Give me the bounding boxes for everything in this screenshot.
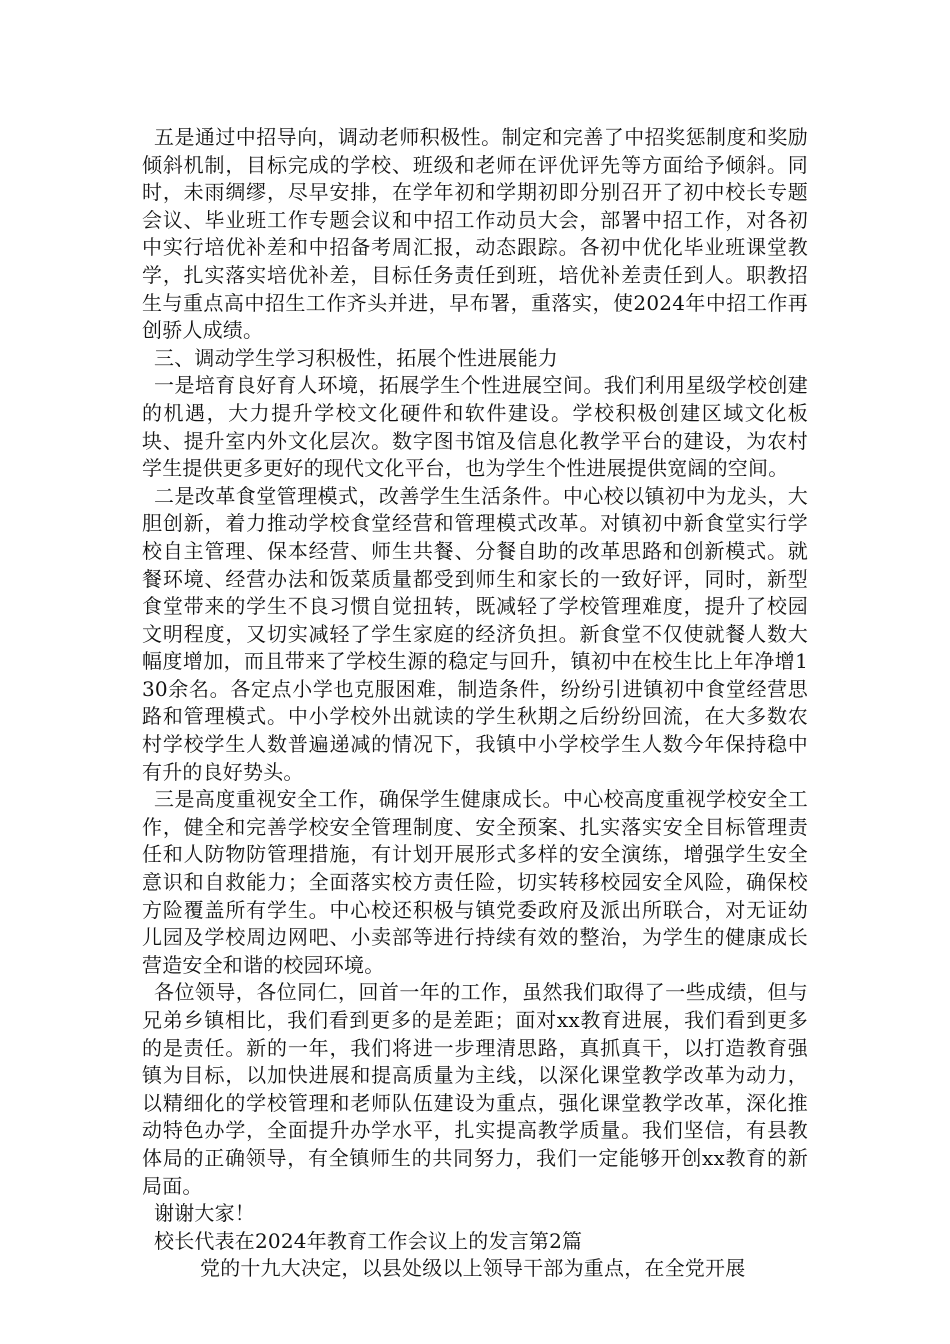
- paragraph-environment: 一是培育良好育人环境，拓展学生个性进展空间。我们利用星级学校创建的机遇，大力提升学校文化硬件和软件建设。学校积极创建区域文化板块、提升室内外文化层次。数字图书馆及信息化教学平台的建设，为农村学生提供更多更好的现代文化平台，也为学生个性进展提供宽阔的空间。: [142, 373, 808, 481]
- document-page: [142, 124, 808, 1283]
- paragraph-thanks: 谢谢大家！: [154, 1201, 255, 1226]
- paragraph-closing: 各位领导，各位同仁，回首一年的工作，虽然我们取得了一些成绩，但与兄弟乡镇相比，我们看到更多的是差距；面对xx教育进展，我们看到更多的是责任。新的一年，我们将进一步理清思路，真抓真干，以打造教育强镇为目标，以加快进展和提高质量为主线，以深化课堂教学改革为动力，以精细化的学校管理和老师队伍建设为重点，强化课堂教学改革，深化推动特色办学，全面提升办学水平，扎实提高教学质量。我们坚信，有县教体局的正确领导，有全镇师生的共同努力，我们一定能够开创xx教育的新局面。: [142, 980, 808, 1198]
- paragraph-safety: 三是高度重视安全工作，确保学生健康成长。中心校高度重视学校安全工作，健全和完善学校安全管理制度、安全预案、扎实落实安全目标管理责任和人防物防管理措施，有计划开展形式多样的安全演练，增强学生安全意识和自救能力；全面落实校方责任险，切实转移校园安全风险，确保校方险覆盖所有学生。中心校还积极与镇党委政府及派出所联合，对无证幼儿园及学校周边网吧、小卖部等进行持续有效的整治，为学生的健康成长营造安全和谐的校园环境。: [142, 787, 808, 977]
- article-title-2: 校长代表在2024年教育工作会议上的发言第2篇: [154, 1228, 583, 1253]
- paragraph-zhongzhao: 五是通过中招导向，调动老师积极性。制定和完善了中招奖惩制度和奖励倾斜机制，目标完成的学校、班级和老师在评优评先等方面给予倾斜。同时，未雨绸缪，尽早安排，在学年初和学期初即分别召开了初中校长专题会议、毕业班工作专题会议和中招工作动员大会，部署中招工作，对各初中实行培优补差和中招备考周汇报，动态跟踪。各初中优化毕业班课堂教学，扎实落实培优补差，目标任务责任到班，培优补差责任到人。职教招生与重点高中招生工作齐头并进，早布署，重落实，使2024年中招工作再创骄人成绩。: [142, 125, 808, 343]
- section-heading-3: 三、调动学生学习积极性，拓展个性进展能力: [154, 345, 558, 370]
- paragraph-canteen: 二是改革食堂管理模式，改善学生生活条件。中心校以镇初中为龙头，大胆创新，着力推动学校食堂经营和管理模式改革。对镇初中新食堂实行学校自主管理、保本经营、师生共餐、分餐自助的改革思路和创新模式。就餐环境、经营办法和饭菜质量都受到师生和家长的一致好评，同时，新型食堂带来的学生不良习惯自觉扭转，既减轻了学校管理难度，提升了校园文明程度，又切实减轻了学生家庭的经济负担。新食堂不仅使就餐人数大幅度增加，而且带来了学校生源的稳定与回升，镇初中在校生比上年净增130余名。各定点小学也克服困难，制造条件，纷纷引进镇初中食堂经营思路和管理模式。中小学校外出就读的学生秋期之后纷纷回流，在大多数农村学校学生人数普遍递减的情况下，我镇中小学校学生人数今年保持稳中有升的良好势头。: [142, 483, 808, 784]
- paragraph-article2-start: 党的十九大决定，以县处级以上领导干部为重点，在全党开展: [200, 1256, 746, 1281]
